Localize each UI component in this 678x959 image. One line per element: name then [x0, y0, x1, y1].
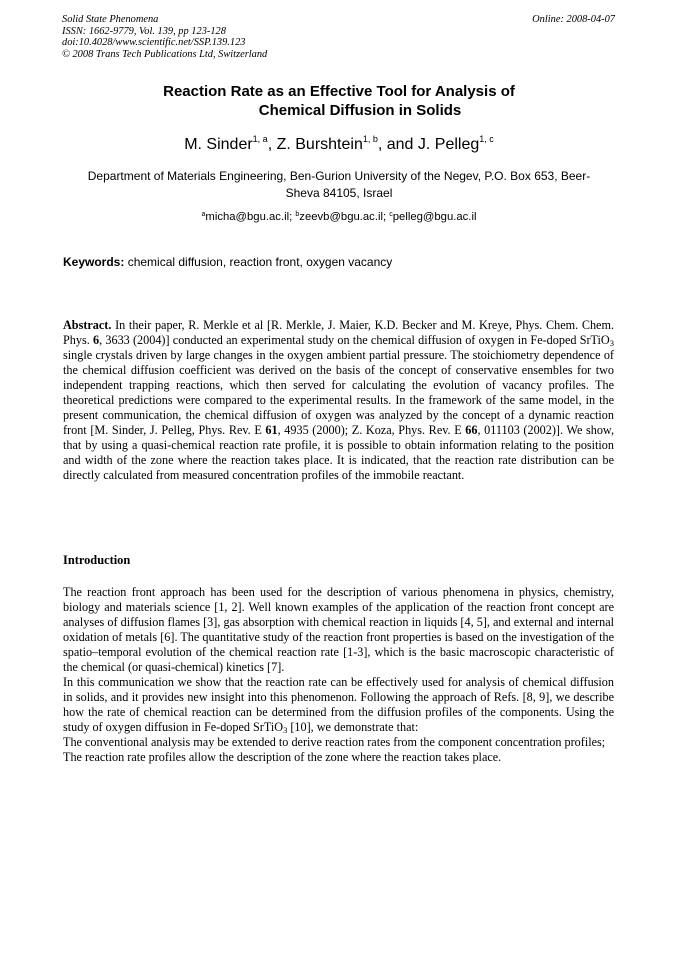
email-list	[0, 210, 678, 224]
email-b: zeevb@bgu.ac.il;	[299, 211, 390, 223]
keywords-text: chemical diffusion, reaction front, oxygen vacancy	[124, 255, 393, 269]
abstract-text-5: , 011103 (2002)]. We show, that by using a quasi-chemical reaction rate profile, it is possible to obtain information relating to the position and width of the zone where the reaction takes place. It is indicated, that the reaction rate distribution can be directly calculated from measured concentration profiles of the immobile reactant.	[63, 423, 614, 482]
keywords	[63, 255, 392, 270]
abstract-volume-1: 6	[93, 333, 100, 347]
title-line-1: Reaction Rate as an Effective Tool for Analysis of	[163, 83, 515, 100]
doi-line: doi:10.4028/www.scientific.net/SSP.139.123	[62, 37, 246, 49]
author-list	[0, 135, 678, 155]
issn-line: ISSN: 1662-9779, Vol. 139, pp 123-128	[62, 25, 226, 37]
abstract-label: Abstract.	[63, 318, 112, 332]
author-2-affil: 1, b	[362, 134, 378, 144]
author-3: , and J. Pelleg	[377, 136, 480, 153]
abstract-text-4: , 4935 (2000); Z. Koza, Phys. Rev. E	[277, 423, 466, 437]
email-a-mark: a	[201, 211, 206, 218]
abstract-text-1: In their paper, R. Merkle et al [R. Merkle, J. Maier, K.D. Becker and M. Kreye, Phys. Chem. Chem. Phys.	[63, 318, 614, 347]
intro-p2-text-1: In this communication we show that the reaction rate can be effectively used for analysis of chemical diffusion in solids, and it provides new insight into this phenomenon. Following the approach of Refs. [8, 9], we describe how the rate of chemical reaction can be determined from the diffusion profiles of the components. Using the study of oxygen diffusion in Fe-doped SrTiO	[63, 675, 614, 734]
email-c: pelleg@bgu.ac.il	[392, 211, 477, 223]
journal-name: Solid State Phenomena	[62, 14, 159, 25]
intro-paragraph-3: The conventional analysis may be extended to derive reaction rates from the component concentration profiles;	[63, 735, 606, 749]
author-1-affil: 1, a	[252, 134, 268, 144]
section-heading-introduction: Introduction	[63, 553, 131, 567]
keywords-label: Keywords:	[63, 255, 125, 269]
email-a: micha@bgu.ac.il;	[205, 211, 296, 223]
intro-p2-text-2: [10], we demonstrate that:	[287, 720, 419, 734]
author-2: , Z. Burshtein	[267, 136, 363, 153]
abstract-text-2: , 3633 (2004)] conducted an experimental study on the chemical diffusion of oxygen in Fe-doped SrTiO	[99, 333, 610, 347]
email-c-mark: c	[389, 211, 393, 218]
journal-header	[62, 14, 267, 60]
copyright-line: © 2008 Trans Tech Publications Ltd, Switzerland	[62, 48, 268, 60]
intro-p2-subscript: 3	[283, 725, 288, 735]
intro-paragraph-2	[63, 675, 614, 735]
abstract	[63, 318, 614, 483]
affiliation: Department of Materials Engineering, Ben-Gurion University of the Negev, P.O. Box 653, Beer-Sheva 84105, Israel	[87, 169, 591, 200]
email-b-mark: b	[295, 211, 300, 218]
intro-paragraph-1: The reaction front approach has been used for the description of various phenomena in physics, chemistry, biology and materials science [1, 2]. Well known examples of the application of the reaction front concept are analyses of diffusion flames [3], gas absorption with chemical reaction in liquids [4, 5], and external and internal oxidation of metals [6]. The quantitative study of the reaction front properties is based on the investigation of the spatio–temporal evolution of the chemical reaction rate [1-3], which is the basic macroscopic characteristic of the chemical (or quasi-chemical) kinetics [7].	[63, 585, 614, 674]
abstract-volume-3: 66	[465, 423, 478, 437]
online-date: Online: 2008-04-07	[532, 14, 615, 25]
abstract-subscript: 3	[609, 338, 614, 348]
paper-title	[0, 82, 678, 120]
author-1: M. Sinder	[184, 136, 253, 153]
intro-paragraph-4: The reaction rate profiles allow the description of the zone where the reaction takes place.	[63, 750, 502, 764]
abstract-text-3: single crystals driven by large changes in the oxygen ambient partial pressure. The stoichiometry dependence of the chemical diffusion coefficient was derived on the basis of the concept of conservative ensembles for two independent trapping reactions, which then served for calculating the evolution of vacancy profiles. The theoretical predictions were compared to the experimental results. In the framework of the same model, in the present communication, the chemical diffusion of oxygen was analyzed by the concept of a dynamic reaction front [M. Sinder, J. Pelleg, Phys. Rev. E	[63, 348, 614, 437]
abstract-volume-2: 61	[265, 423, 278, 437]
introduction-body	[63, 585, 614, 765]
author-3-affil: 1, c	[479, 134, 494, 144]
title-line-2: Chemical Diffusion in Solids	[258, 102, 462, 119]
